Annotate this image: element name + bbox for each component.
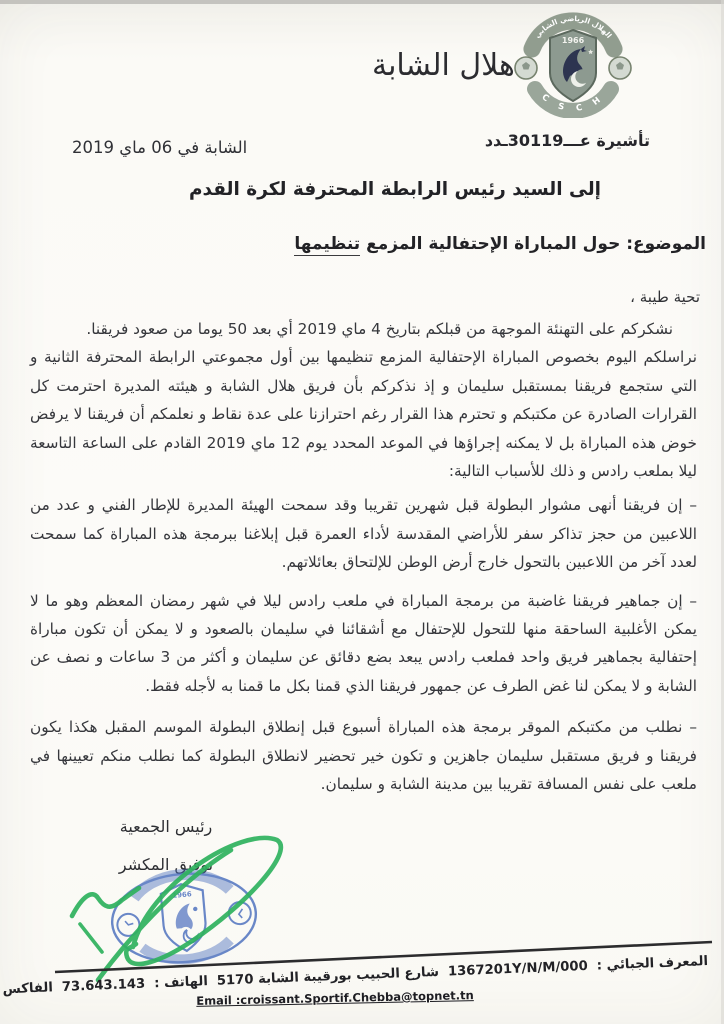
club-logo-emblem bbox=[510, 12, 636, 118]
signatory-name: توفيق المكشر bbox=[118, 855, 214, 874]
subject-underlined-word: تنظيمها bbox=[294, 234, 361, 254]
greeting-line: تحية طيبة ، bbox=[630, 288, 700, 306]
reason-bullet-1: – إن فريقنا أنهى مشوار البطولة قبل شهرين تقريبا وقد سمحت الهيئة المديرة للإطار الفني و عدد من اللاعبين من حجز تذاكر سفر للأراضي المقدسة لأداء العمرة قبل إبلاغنا ببرمجة هذه المباراة كما سمحت لعدد آخر من اللاعبين بالتحول خارج أرض الوطن للإلتحاق بعائلاتهم. bbox=[30, 496, 697, 572]
addressee-line: إلى السيد رئيس الرابطة المحترفة لكرة القدم bbox=[188, 179, 602, 200]
paragraph-thanks: نشكركم على التهنئة الموجهة من قبلكم بتاريخ 4 ماي 2019 أي بعد 50 يوما من صعود فريقنا. bbox=[86, 320, 673, 338]
subject-line bbox=[294, 234, 706, 254]
signatory-title: رئيس الجمعية bbox=[119, 817, 213, 836]
date-line: الشابة في 06 ماي 2019 bbox=[72, 138, 248, 157]
logo-year-text: 1966 bbox=[561, 36, 585, 45]
fax-label: الفاكس bbox=[2, 980, 54, 998]
phone-value: 73.643.143 bbox=[61, 976, 146, 995]
logo-shield bbox=[550, 30, 596, 101]
letter-body bbox=[30, 315, 697, 799]
logo-banner-bottom-text: C S C H bbox=[539, 92, 607, 114]
reason-bullet-2: – إن جماهير فريقنا غاضبة من برمجة المباراة في ملعب رادس ليلا في شهر رمضان المعظم وهو ما لا يمكن الأغلبية الساحقة منها للتحول للإحتفال مع أشقائنا في سليمان بالصعود و لا يمكن أن تكون مباراة إحتفالية بجماهير فريق واحد فملعب رادس يبعد بضع دقائق عن سليمان و أكثر من 3 ساعات و نصف عن الشابة و لا يمكن لنا غض الطرف عن جمهور فريقنا الذي قمنا بكل ما قمنا به لأجله فقط. bbox=[30, 591, 697, 695]
scan-artifact-top bbox=[0, 0, 724, 4]
request-bullet-3: – نطلب من مكتبكم الموقر برمجة هذه المباراة أسبوع قبل إنطلاق البطولة الموسم المقبل هكذا يكون فريقنا و فريق مستقبل سليمان جاهزين و تكون خير تحضير لانطلاق البطولة كما نطلب منكم تعيينها في ملعب على نفس المسافة تقريبا بين مدينة الشابة و سليمان. bbox=[30, 718, 697, 794]
stamp-year-text: 1966 bbox=[171, 890, 193, 900]
subject-prefix: الموضوع: حول المباراة الإحتفالية المزمع bbox=[360, 234, 706, 254]
club-name-title: هلال الشابة bbox=[372, 48, 515, 83]
tax-id-label: المعرف الجبائي : bbox=[596, 954, 709, 974]
paragraph-context: نراسلكم اليوم بخصوص المباراة الإحتفالية المزمع تنظيمها بين أول مجموعتي الرابطة المحترفة الثانية و التي ستجمع فريقنا بمستقبل سليمان و إذ نذكركم بأن فريق هلال الشابة و هيئته المديرة احترمت كل القرارات الصادرة عن مكتبكم و تحترم هذا القرار رغم احترازنا على عدة نقاط و نعلمكم أن فريقنا لا يرفض خوض هذه المباراة بل لا يمكنه إجراؤها في الموعد المحدد يوم 12 ماي 2019 القادم على الساعة التاسعة ليلا بملعب رادس و ذلك للأسباب التالية: bbox=[30, 348, 697, 481]
logo-banner-top-text: الهلال الرياضي الشابي bbox=[532, 13, 614, 40]
logo-left-ball-icon bbox=[515, 57, 537, 79]
footer-address: شارع الحبيب بورقيبة الشابة 5170 bbox=[216, 964, 440, 989]
visa-reference: تأشيرة عـــ30119ـدد bbox=[484, 131, 650, 150]
club-logo bbox=[510, 12, 636, 118]
tax-id-value: 1367201Y/N/M/000 bbox=[447, 958, 589, 980]
logo-right-ball-icon bbox=[609, 57, 631, 79]
footer-email: Email :croissant.Sportif.Chebba@topnet.tn bbox=[196, 988, 474, 1008]
phone-label: الهاتف : bbox=[153, 974, 209, 992]
